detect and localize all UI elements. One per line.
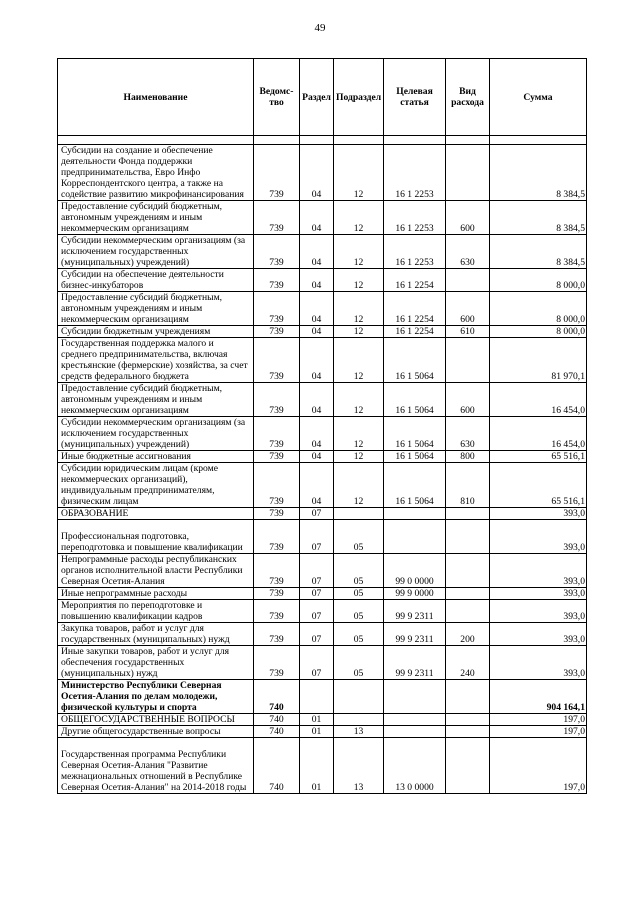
table-row <box>58 646 587 680</box>
cell-target: 99 9 2311 <box>384 600 446 623</box>
header-name: Наименование <box>58 59 254 136</box>
cell-name: Субсидии некоммерческим организациям (за исключением государственных (муниципальных) учреждений) <box>58 417 254 451</box>
cell-exptype <box>446 554 490 588</box>
cell-exptype: 600 <box>446 292 490 326</box>
cell-exptype <box>446 508 490 520</box>
cell-sum: 197,0 <box>490 738 587 794</box>
cell-section: 07 <box>300 554 334 588</box>
cell-section: 07 <box>300 600 334 623</box>
table-row <box>58 338 587 383</box>
cell-section: 04 <box>300 145 334 201</box>
cell-sum: 8 384,5 <box>490 201 587 235</box>
table-row <box>58 451 587 463</box>
cell-name: Субсидии на создание и обеспечение деятельности Фонда поддержки предпринимательства, Евро Инфо Корреспондентского центра, а также на содействие развитию микрофинансирования <box>58 145 254 201</box>
cell-sum: 65 516,1 <box>490 451 587 463</box>
cell-subsection: 12 <box>334 201 384 235</box>
cell-target <box>384 520 446 554</box>
cell-subsection: 12 <box>334 451 384 463</box>
cell-dept: 739 <box>254 326 300 338</box>
cell-section: 04 <box>300 383 334 417</box>
cell-subsection: 12 <box>334 292 384 326</box>
cell-sum: 8 000,0 <box>490 292 587 326</box>
cell-sum: 393,0 <box>490 646 587 680</box>
cell-name: Иные непрограммные расходы <box>58 588 254 600</box>
cell-subsection: 13 <box>334 738 384 794</box>
cell-target: 16 1 5064 <box>384 338 446 383</box>
cell-name: ОБРАЗОВАНИЕ <box>58 508 254 520</box>
table-body <box>58 136 587 794</box>
table-row <box>58 145 587 201</box>
cell-dept: 739 <box>254 235 300 269</box>
cell-section: 04 <box>300 338 334 383</box>
cell-subsection: 12 <box>334 417 384 451</box>
table-spacer-row <box>58 136 587 145</box>
cell-sum: 8 000,0 <box>490 326 587 338</box>
cell-target: 16 1 5064 <box>384 417 446 451</box>
cell-section: 04 <box>300 269 334 292</box>
cell-subsection: 05 <box>334 520 384 554</box>
cell-section: 04 <box>300 463 334 508</box>
header-sum: Сумма <box>490 59 587 136</box>
cell-section: 04 <box>300 451 334 463</box>
table-header-row <box>58 59 587 136</box>
cell-subsection: 12 <box>334 326 384 338</box>
cell-name: Предоставление субсидий бюджетным, автономным учреждениям и иным некоммерческим организациям <box>58 292 254 326</box>
table-row <box>58 508 587 520</box>
page-number: 49 <box>314 22 326 34</box>
cell-target: 16 1 5064 <box>384 451 446 463</box>
cell-subsection: 05 <box>334 554 384 588</box>
cell-name: Профессиональная подготовка, переподготовка и повышение квалификации <box>58 520 254 554</box>
cell-exptype: 600 <box>446 383 490 417</box>
cell-sum: 65 516,1 <box>490 463 587 508</box>
cell-exptype: 610 <box>446 326 490 338</box>
cell-subsection: 12 <box>334 463 384 508</box>
cell-name: Субсидии на обеспечение деятельности бизнес-инкубаторов <box>58 269 254 292</box>
table-row <box>58 714 587 726</box>
cell-name: Предоставление субсидий бюджетным, автономным учреждениям и иным некоммерческим организациям <box>58 383 254 417</box>
cell-name: Иные закупки товаров, работ и услуг для обеспечения государственных (муниципальных) нужд <box>58 646 254 680</box>
cell-dept: 739 <box>254 646 300 680</box>
cell-section: 01 <box>300 714 334 726</box>
cell-sum: 8 000,0 <box>490 269 587 292</box>
cell-name: Субсидии некоммерческим организациям (за исключением государственных (муниципальных) учреждений) <box>58 235 254 269</box>
cell-exptype: 200 <box>446 623 490 646</box>
cell-exptype <box>446 738 490 794</box>
cell-exptype <box>446 520 490 554</box>
cell-dept: 739 <box>254 417 300 451</box>
cell-target <box>384 726 446 738</box>
cell-dept: 739 <box>254 383 300 417</box>
cell-sum: 393,0 <box>490 588 587 600</box>
cell-name: Субсидии юридическим лицам (кроме некоммерческих организаций), индивидуальным предпринимателям, физическим лицам <box>58 463 254 508</box>
cell-dept: 739 <box>254 600 300 623</box>
cell-name: ОБЩЕГОСУДАРСТВЕННЫЕ ВОПРОСЫ <box>58 714 254 726</box>
spacer-cell <box>334 136 384 145</box>
table-row <box>58 738 587 794</box>
cell-target: 16 1 5064 <box>384 463 446 508</box>
cell-dept: 739 <box>254 292 300 326</box>
cell-dept: 740 <box>254 738 300 794</box>
table-row <box>58 417 587 451</box>
cell-sum: 197,0 <box>490 726 587 738</box>
cell-subsection: 05 <box>334 588 384 600</box>
table-row <box>58 235 587 269</box>
cell-sum: 393,0 <box>490 600 587 623</box>
cell-subsection: 12 <box>334 235 384 269</box>
cell-sum: 197,0 <box>490 714 587 726</box>
cell-target <box>384 714 446 726</box>
cell-subsection <box>334 680 384 714</box>
cell-dept: 740 <box>254 680 300 714</box>
cell-name: Предоставление субсидий бюджетным, автономным учреждениям и иным некоммерческим организациям <box>58 201 254 235</box>
cell-name: Министерство Республики Северная Осетия-Алания по делам молодежи, физической культуры и спорта <box>58 680 254 714</box>
cell-dept: 739 <box>254 201 300 235</box>
table-row <box>58 292 587 326</box>
table-row <box>58 269 587 292</box>
cell-section: 04 <box>300 326 334 338</box>
spacer-cell <box>384 136 446 145</box>
cell-target: 16 1 2253 <box>384 145 446 201</box>
cell-subsection <box>334 508 384 520</box>
header-dept: Ведомс-тво <box>254 59 300 136</box>
table-row <box>58 326 587 338</box>
cell-exptype <box>446 726 490 738</box>
cell-section: 04 <box>300 292 334 326</box>
cell-subsection: 05 <box>334 600 384 623</box>
cell-exptype: 630 <box>446 417 490 451</box>
cell-subsection <box>334 714 384 726</box>
cell-sum: 16 454,0 <box>490 417 587 451</box>
cell-section: 07 <box>300 588 334 600</box>
header-section: Раздел <box>300 59 334 136</box>
cell-exptype <box>446 600 490 623</box>
cell-target: 16 1 2254 <box>384 269 446 292</box>
cell-exptype: 800 <box>446 451 490 463</box>
spacer-cell <box>446 136 490 145</box>
budget-table <box>57 58 587 794</box>
cell-dept: 739 <box>254 508 300 520</box>
header-exptype: Вид расхода <box>446 59 490 136</box>
table-row <box>58 600 587 623</box>
spacer-cell <box>300 136 334 145</box>
cell-section: 01 <box>300 726 334 738</box>
cell-target: 16 1 2253 <box>384 201 446 235</box>
cell-subsection: 13 <box>334 726 384 738</box>
cell-subsection: 05 <box>334 623 384 646</box>
cell-dept: 739 <box>254 588 300 600</box>
cell-sum: 393,0 <box>490 554 587 588</box>
cell-subsection: 12 <box>334 383 384 417</box>
cell-section: 04 <box>300 417 334 451</box>
cell-sum: 393,0 <box>490 508 587 520</box>
cell-target: 99 0 0000 <box>384 554 446 588</box>
cell-target: 16 1 2254 <box>384 292 446 326</box>
cell-name: Непрограммные расходы республиканских органов исполнительной власти Республики Северная Осетия-Алания <box>58 554 254 588</box>
cell-section: 01 <box>300 738 334 794</box>
cell-exptype <box>446 714 490 726</box>
cell-dept: 740 <box>254 714 300 726</box>
cell-name: Другие общегосударственные вопросы <box>58 726 254 738</box>
table-row <box>58 588 587 600</box>
cell-sum: 393,0 <box>490 520 587 554</box>
cell-subsection: 12 <box>334 269 384 292</box>
cell-sum: 8 384,5 <box>490 235 587 269</box>
cell-sum: 393,0 <box>490 623 587 646</box>
cell-target <box>384 680 446 714</box>
cell-name: Закупка товаров, работ и услуг для государственных (муниципальных) нужд <box>58 623 254 646</box>
cell-target <box>384 508 446 520</box>
cell-exptype <box>446 338 490 383</box>
cell-sum: 904 164,1 <box>490 680 587 714</box>
cell-section: 07 <box>300 508 334 520</box>
cell-name: Государственная поддержка малого и среднего предпринимательства, включая крестьянские (фермерские) хозяйства, за счет средств федерального бюджета <box>58 338 254 383</box>
table-row <box>58 554 587 588</box>
cell-dept: 739 <box>254 623 300 646</box>
cell-dept: 739 <box>254 269 300 292</box>
cell-target: 16 1 2254 <box>384 326 446 338</box>
cell-dept: 739 <box>254 145 300 201</box>
cell-exptype: 630 <box>446 235 490 269</box>
table-row <box>58 201 587 235</box>
cell-exptype: 600 <box>446 201 490 235</box>
cell-subsection: 12 <box>334 338 384 383</box>
cell-target: 16 1 2253 <box>384 235 446 269</box>
cell-sum: 81 970,1 <box>490 338 587 383</box>
cell-exptype <box>446 145 490 201</box>
cell-name: Мероприятия по переподготовке и повышению квалификации кадров <box>58 600 254 623</box>
table-row <box>58 680 587 714</box>
cell-dept: 739 <box>254 520 300 554</box>
cell-target: 99 9 2311 <box>384 623 446 646</box>
cell-exptype: 240 <box>446 646 490 680</box>
table-row <box>58 520 587 554</box>
cell-target: 13 0 0000 <box>384 738 446 794</box>
cell-exptype <box>446 588 490 600</box>
spacer-cell <box>254 136 300 145</box>
cell-sum: 16 454,0 <box>490 383 587 417</box>
table-row <box>58 623 587 646</box>
cell-exptype <box>446 680 490 714</box>
cell-section: 04 <box>300 235 334 269</box>
header-subsection: Подраздел <box>334 59 384 136</box>
cell-subsection: 12 <box>334 145 384 201</box>
cell-section <box>300 680 334 714</box>
cell-name: Иные бюджетные ассигнования <box>58 451 254 463</box>
table-row <box>58 726 587 738</box>
cell-dept: 739 <box>254 451 300 463</box>
cell-section: 07 <box>300 520 334 554</box>
cell-target: 16 1 5064 <box>384 383 446 417</box>
cell-target: 99 9 2311 <box>384 646 446 680</box>
spacer-cell <box>490 136 587 145</box>
cell-dept: 739 <box>254 554 300 588</box>
cell-dept: 739 <box>254 463 300 508</box>
cell-exptype: 810 <box>446 463 490 508</box>
cell-target: 99 9 0000 <box>384 588 446 600</box>
table-row <box>58 463 587 508</box>
cell-section: 04 <box>300 201 334 235</box>
cell-exptype <box>446 269 490 292</box>
cell-section: 07 <box>300 646 334 680</box>
cell-sum: 8 384,5 <box>490 145 587 201</box>
spacer-cell <box>58 136 254 145</box>
cell-name: Государственная программа Республики Северная Осетия-Алания "Развитие межнациональных отношений в Республике Северная Осетия-Алания" на 2014-2018 годы <box>58 738 254 794</box>
cell-dept: 739 <box>254 338 300 383</box>
cell-section: 07 <box>300 623 334 646</box>
cell-dept: 740 <box>254 726 300 738</box>
table-row <box>58 383 587 417</box>
cell-subsection: 05 <box>334 646 384 680</box>
cell-name: Субсидии бюджетным учреждениям <box>58 326 254 338</box>
header-target: Целевая статья <box>384 59 446 136</box>
